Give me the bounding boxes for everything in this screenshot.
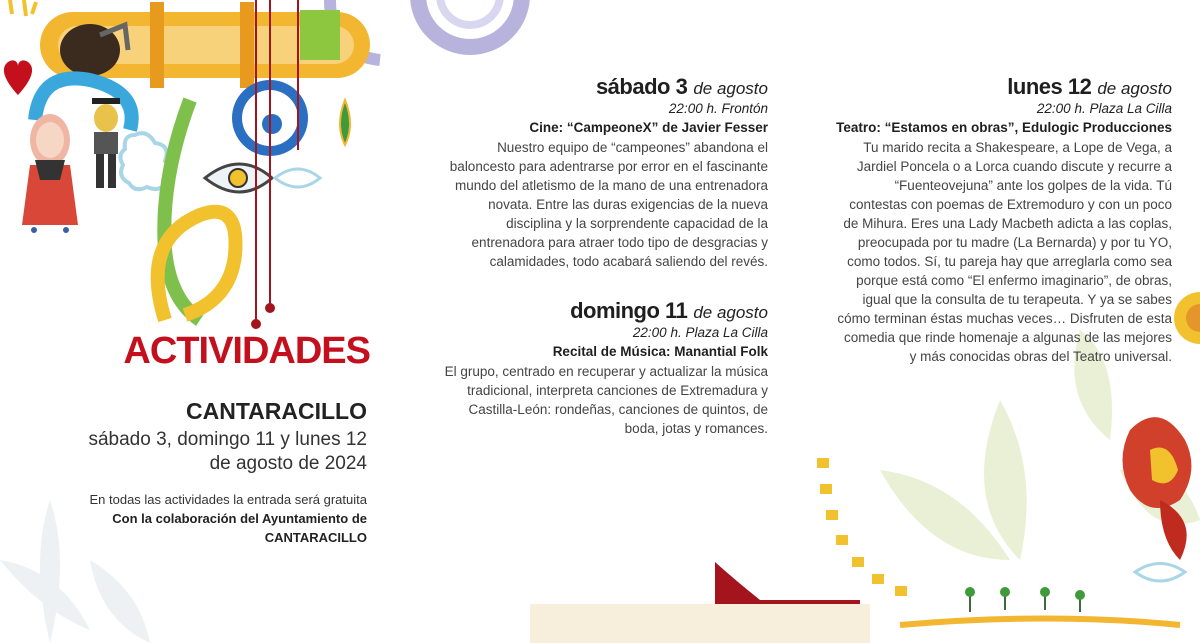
event-time-place: 22:00 h. Frontón bbox=[668, 101, 768, 116]
collaboration-text: Con la colaboración del Ayuntamiento de bbox=[112, 511, 367, 526]
event-sunday bbox=[440, 298, 768, 438]
event-date bbox=[440, 74, 768, 100]
event-saturday bbox=[440, 74, 768, 271]
pale-band-graphic bbox=[530, 604, 870, 643]
event-date bbox=[835, 74, 1172, 100]
event-month: de agosto bbox=[693, 303, 768, 322]
stem-buds-graphic bbox=[900, 587, 1180, 625]
event-time-place: 22:00 h. Plaza La Cilla bbox=[1036, 101, 1172, 116]
dates-line-2: de agosto de 2024 bbox=[209, 453, 367, 474]
event-day: domingo 11 bbox=[570, 298, 688, 323]
town-name: CANTARACILLO bbox=[186, 398, 367, 424]
dates-line-1: sábado 3, domingo 11 y lunes 12 bbox=[88, 429, 367, 450]
event-description: Tu marido recita a Shakespeare, a Lope de Vega, a Jardiel Poncela o a Lorca cuando discute y recurre a “Fuenteovejuna” ante los golpes de la vida. Tú contestas con poemas de Extremoduro y con un poco de Mihura. Eres una Lady Macbeth adicta a las coplas, preocupada por tu madre (La Bernarda) y por tu YO, como todos. Sí, tu pareja hay que arreglarla como sea porque está como “El enfermo imaginario”, de obras, igual que la consulta de tu terapeuta. Y ya se sabes cómo terminan éstas muchas veces… Disfruten de esta comedia que rinde homenaje a algunas de las mejores y más conocidas obras del Teatro universal. bbox=[837, 140, 1172, 364]
free-entry-text: En todas las actividades la entrada será gratuita bbox=[89, 492, 367, 507]
event-month: de agosto bbox=[1097, 79, 1172, 98]
red-flower-graphic bbox=[1123, 417, 1192, 560]
event-description: Nuestro equipo de “campeones” abandona el baloncesto para adentrarse por error en el fascinante mundo del atletismo de la mano de una entrenadora novata. Entre las duras exigencias de la nueva disciplina y la sorprendente capacidad de la entrenadora para atraer todo tipo de desgracias y calamidades, todo acabará saliendo del revés. bbox=[449, 140, 768, 269]
left-panel bbox=[0, 0, 400, 643]
event-title: Cine: “CampeoneX” de Javier Fesser bbox=[529, 120, 768, 135]
event-date bbox=[440, 298, 768, 324]
event-title: Teatro: “Estamos en obras”, Edulogic Producciones bbox=[836, 120, 1172, 135]
collaboration-town: CANTARACILLO bbox=[264, 530, 367, 545]
right-eye-graphic bbox=[1135, 564, 1185, 582]
event-day: sábado 3 bbox=[595, 74, 688, 99]
sun-flower-graphic bbox=[1174, 292, 1200, 344]
activities-heading: ACTIVIDADES bbox=[123, 330, 370, 372]
admission-note bbox=[60, 490, 367, 547]
event-time-place: 22:00 h. Plaza La Cilla bbox=[632, 325, 768, 340]
event-title: Recital de Música: Manantial Folk bbox=[552, 344, 768, 359]
event-day: lunes 12 bbox=[1007, 74, 1092, 99]
event-monday bbox=[835, 74, 1172, 366]
dates-block bbox=[10, 428, 367, 476]
event-description: El grupo, centrado en recuperar y actualizar la música tradicional, interpreta canciones de Extremadura y Castilla-León: rondeñas, canciones de quintos, de boda, jotas y romances. bbox=[444, 364, 768, 436]
event-month: de agosto bbox=[693, 79, 768, 98]
